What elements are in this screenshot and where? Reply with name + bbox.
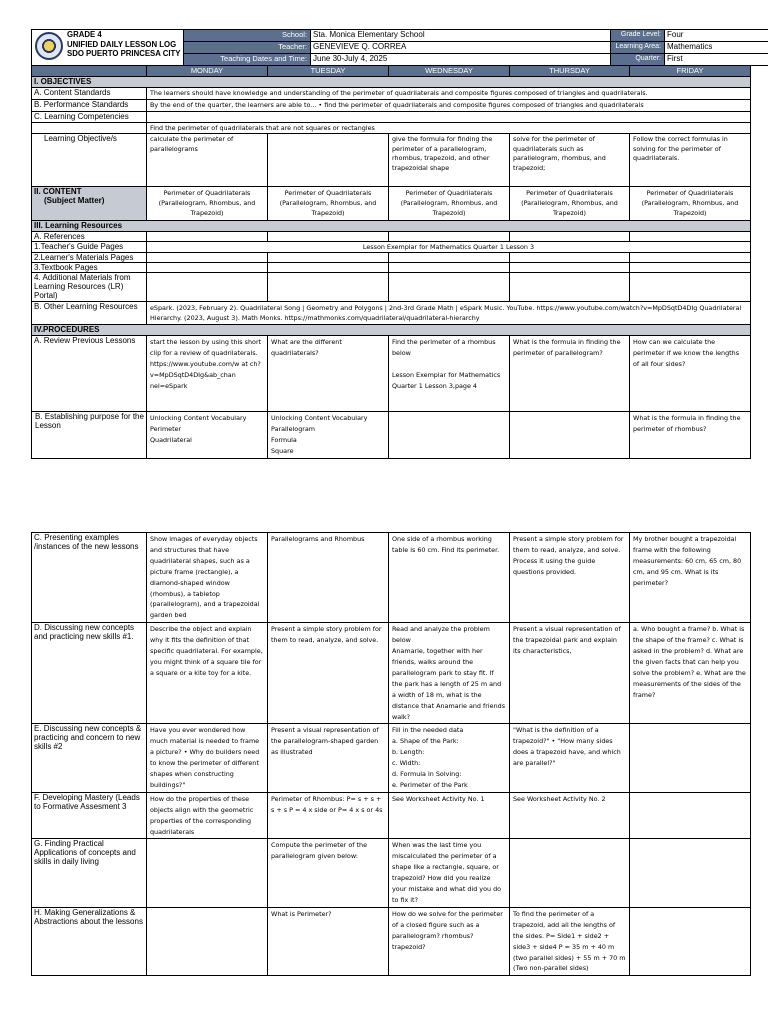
teachers-guide: Lesson Exemplar for Mathematics Quarter 1 Lesson 3 [147, 242, 751, 253]
procedure-cell [630, 907, 751, 975]
day-friday: FRIDAY [630, 66, 751, 77]
procedure-cell: What are the different quadrilaterals? [268, 336, 389, 412]
procedure-cell: Have you ever wondered how much material is needed to frame a picture? • Why do builders need to know the perimeter of different shapes when constructing buildings?" [147, 724, 268, 792]
school-value: Sta. Monica Elementary School [311, 30, 611, 42]
day-header-row [32, 66, 751, 77]
row-label: F. Developing Mastery (Leads to Formative Assesment 3 [32, 792, 147, 839]
division-seal-icon [35, 32, 63, 60]
procedure-cell [630, 792, 751, 839]
content-cell: Perimeter of Quadrilaterals (Parallelogram, Rhombus, and Trapezoid) [268, 187, 389, 221]
row-label: C. Presenting examples /instances of the new lessons [32, 533, 147, 623]
performance-standards: By the end of the quarter, the learners are able to... • find the perimeter of quadrilaterals and composite figures composed of triangles and quadrilaterals [147, 100, 751, 112]
row-label: Learning Objective/s [32, 134, 147, 187]
row-label: G. Finding Practical Applications of concepts and skills in daily living [32, 839, 147, 907]
section-procedures [32, 325, 751, 336]
procedure-cell: Parallelograms and Rhombus [268, 533, 389, 623]
objective-cell: give the formula for finding the perimeter of a parallelogram, rhombus, trapezoid, and other trapezoidal shape [389, 134, 510, 187]
row-label: H. Making Generalizations & Abstractions about the lessons [32, 907, 147, 975]
grade-value: Four [665, 30, 768, 42]
procedure-cell: See Worksheet Activity No. 2 [510, 792, 630, 839]
dates-label: Teaching Dates and Time: [184, 54, 311, 66]
row-label: 3.Textbook Pages [32, 263, 147, 273]
content-cell: Perimeter of Quadrilaterals (Parallelogram, Rhombus, and Trapezoid) [630, 187, 751, 221]
procedure-cell: Fill in the needed data a. Shape of the Park: b. Length: c. Width: d. Formula in Solving: e. Perimeter of the Park [389, 724, 510, 792]
procedure-cell: Describe the object and explain why it fits the definition of that specific quadrilateral. For example, you might think of a square tile for a square or a kite toy for a kite. [147, 623, 268, 724]
procedure-cell [147, 907, 268, 975]
section-objectives [32, 77, 751, 88]
row-label: D. Discussing new concepts and practicing new skills #1. [32, 623, 147, 724]
procedure-cell: Unlocking Content Vocabulary Parallelogram Formula Square [268, 412, 389, 459]
procedure-cell: My brother bought a trapezoidal frame with the following measurements: 60 cm, 65 cm, 80 cm, and 95 cm. What is its perimeter? [630, 533, 751, 623]
section-title: IV.PROCEDURES [32, 325, 751, 336]
procedure-cell: Read and analyze the problem below Anamarie, together with her friends, walks around the parallelogram park to stay fit. If the park has a length of 25 m and a width of 18 m, what is the distance that Anamarie and friends walk? [389, 623, 510, 724]
document-title [32, 30, 184, 66]
objective-cell [268, 134, 389, 187]
day-tuesday: TUESDAY [268, 66, 389, 77]
content-standards: The learners should have knowledge and understanding of the perimeter of quadrilaterals and composite figures composed of triangles and quadrilaterals. [147, 88, 751, 100]
title-line: GRADE 4 [67, 30, 102, 39]
row-label: B. Performance Standards [32, 100, 147, 112]
row-label: 4. Additional Materials from Learning Resources (LR) Portal) [32, 273, 147, 302]
procedure-cell: What is the formula in finding the perimeter of parallelogram? [510, 336, 630, 412]
quarter-value: First [665, 54, 768, 66]
objective-cell: calculate the perimeter of parallelograms [147, 134, 268, 187]
procedure-cell: See Worksheet Activity No. 1 [389, 792, 510, 839]
dates-value: June 30-July 4, 2025 [311, 54, 611, 66]
procedure-cell: What is Perimeter? [268, 907, 389, 975]
procedure-cell: Present a simple story problem for them to read, analyze, and solve. Process it using the guide questions provided. [510, 533, 630, 623]
row-label: B. Other Learning Resources [32, 302, 147, 325]
procedure-cell: When was the last time you miscalculated the perimeter of a shape like a rectangle, square, or trapezoid? How did you realize your mistake and what did you do to fix it? [389, 839, 510, 907]
content-cell: Perimeter of Quadrilaterals (Parallelogram, Rhombus, and Trapezoid) [510, 187, 630, 221]
area-label: Learning Area: [611, 42, 665, 54]
grade-label: Grade Level: [611, 30, 665, 42]
content-cell: Perimeter of Quadrilaterals (Parallelogram, Rhombus, and Trapezoid) [147, 187, 268, 221]
procedure-cell: Show images of everyday objects and structures that have quadrilateral shapes, such as a picture frame (rectangle), a diamond-shaped window (rhombus), a tabletop (parallelogram), and a trapezoidal garden bed [147, 533, 268, 623]
row-label: A. Review Previous Lessons [32, 336, 147, 412]
area-value: Mathematics [665, 42, 768, 54]
quarter-label: Quarter: [611, 54, 665, 66]
procedure-cell [389, 412, 510, 459]
header-table [31, 29, 768, 66]
title-line: UNIFIED DAILY LESSON LOG [67, 39, 177, 49]
procedure-cell: Perimeter of Rhombus: P= s + s + s + s P = 4 x side or P= 4 x s or 4s [268, 792, 389, 839]
procedure-cell: Present a simple story problem for them to read, analyze, and solve. [268, 623, 389, 724]
row-label: E. Discussing new concepts & practicing and concern to new skills #2 [32, 724, 147, 792]
objective-cell: solve for the perimeter of quadrilaterals such as parallelogram, rhombus, and trapezoid; [510, 134, 630, 187]
day-monday: MONDAY [147, 66, 268, 77]
procedure-cell: Present a visual representation of the trapezoidal park and explain its characteristics, [510, 623, 630, 724]
procedure-cell: "What is the definition of a trapezoid?" • "How many sides does a trapezoid have, and which are parallel?" [510, 724, 630, 792]
content-label-line: (Subject Matter) [44, 196, 105, 205]
title-line: SDO PUERTO PRINCESA CITY [67, 49, 181, 58]
procedure-cell: How do we solve for the perimeter of a closed figure such as a parallelogram? rhombus? trapezoid? [389, 907, 510, 975]
procedure-cell: How do the properties of these objects align with the geometric properties of the corresponding quadrilaterals [147, 792, 268, 839]
procedure-cell: Compute the perimeter of the parallelogram given below: [268, 839, 389, 907]
row-label: A. Content Standards [32, 88, 147, 100]
row-label: B. Establishing purpose for the Lesson [32, 412, 147, 459]
procedure-cell: How can we calculate the perimeter if we know the lengths of all four sides? [630, 336, 751, 412]
row-label: 2.Learner's Materials Pages [32, 253, 147, 263]
section-resources [32, 221, 751, 232]
day-wednesday: WEDNESDAY [389, 66, 510, 77]
procedure-cell: What is the formula in finding the perimeter of rhombus? [630, 412, 751, 459]
procedure-cell: Present a visual representation of the parallelogram-shaped garden as illustrated [268, 724, 389, 792]
procedure-cell: Find the perimeter of a rhombus below Lesson Exemplar for Mathematics Quarter 1 Lesson 3,page 4 [389, 336, 510, 412]
lesson-table-page-2 [31, 532, 751, 976]
procedure-cell: To find the perimeter of a trapezoid, add all the lengths of the sides. P= Side1 + side2 + side3 + side4 P = 35 m + 40 m (two parallel sides) + 55 m + 70 m (Two non-parallel sides) [510, 907, 630, 975]
teacher-value: GENEVIEVE Q. CORREA [311, 42, 611, 54]
objective-cell: Follow the correct formulas in solving for the perimeter of quadrilaterals. [630, 134, 751, 187]
content-cell: Perimeter of Quadrilaterals (Parallelogram, Rhombus, and Trapezoid) [389, 187, 510, 221]
section-title: I. OBJECTIVES [32, 77, 751, 88]
procedure-cell [510, 412, 630, 459]
procedure-cell: start the lesson by using this short clip for a review of quadrilaterals. https://www.youtube.com/w at ch? v=MpDSqtD4DIg&ab_chan nel=eSpark [147, 336, 268, 412]
procedure-cell [147, 839, 268, 907]
procedure-cell: One side of a rhombus working table is 60 cm. Find its perimeter. [389, 533, 510, 623]
day-thursday: THURSDAY [510, 66, 630, 77]
row-label: 1.Teacher's Guide Pages [32, 242, 147, 253]
row-label: C. Learning Competencies [32, 112, 147, 123]
school-label: School: [184, 30, 311, 42]
content-label [32, 187, 147, 221]
content-label-line: II. CONTENT [34, 187, 82, 196]
procedure-cell [630, 724, 751, 792]
other-resources: eSpark. (2023, February 2). Quadrilateral Song | Geometry and Polygons | 2nd-3rd Grade Math | eSpark Music. YouTube. https://www.youtube.com/watch?v=MpDSqtD4DIg Quadrilateral Hierarchy. (2023, August 3). Math Monks. https://mathmonks.com/quadrilateral/quadrilateral-hierarchy [147, 302, 751, 325]
procedure-cell [510, 839, 630, 907]
procedure-cell: Unlocking Content Vocabulary Perimeter Quadrilateral [147, 412, 268, 459]
teacher-label: Teacher: [184, 42, 311, 54]
section-title: III. Learning Resources [32, 221, 751, 232]
competency: Find the perimeter of quadrilaterals that are not squares or rectangles [147, 123, 751, 134]
lesson-table-page-1 [31, 65, 751, 459]
row-label: A. References [32, 232, 147, 242]
procedure-cell [630, 839, 751, 907]
procedure-cell: a. Who bought a frame? b. What is the shape of the frame? c. What is asked in the problem? d. What are the given facts that can help you solve the problem? e. What are the measurements of the sides of the frame? [630, 623, 751, 724]
